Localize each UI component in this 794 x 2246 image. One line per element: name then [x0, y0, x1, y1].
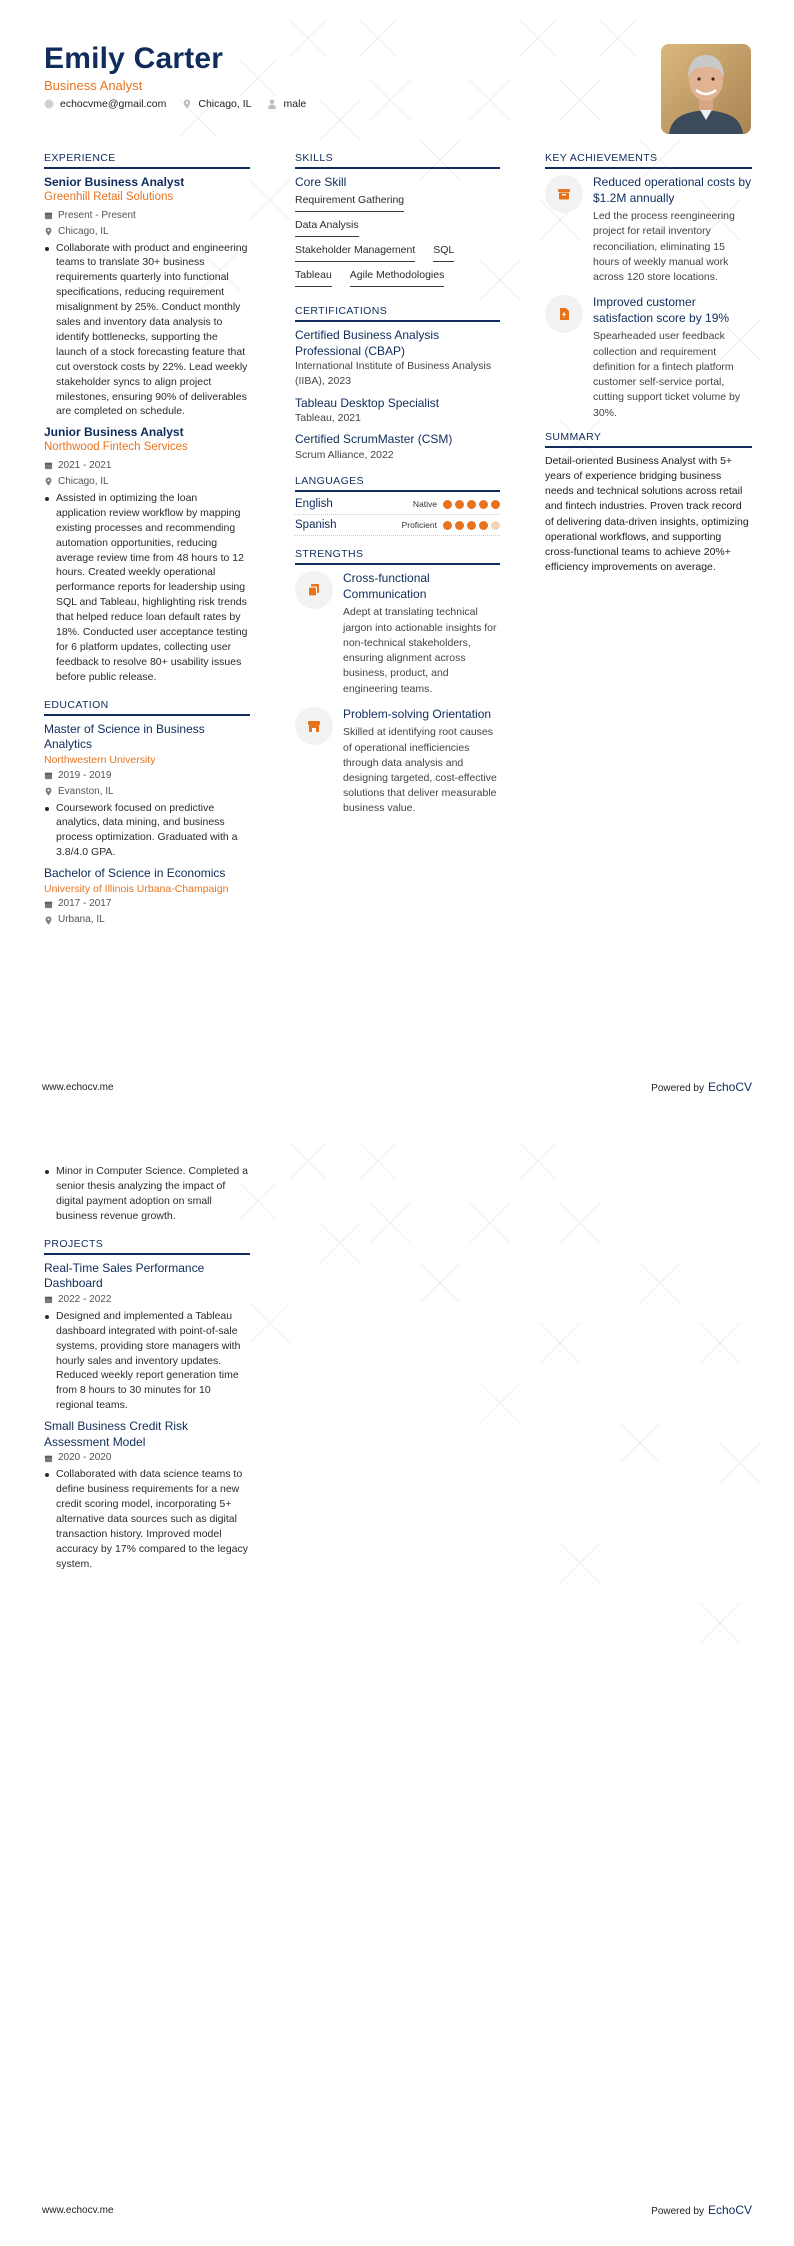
language-row	[295, 498, 500, 515]
job-bullet: Collaborate with product and engineering teams to translate 30+ business requirements quarterly into functional specifications, reducing requirement misalignment by 25%. Conduct monthly sales and inventory data analysis to identify bottlenecks, supporting the launch of a stock forecasting feature that cut overstock costs by 22%. Lead weekly stakeholder syncs to align project milestones, ensuring 90% of deliverables are completed on schedule.	[44, 241, 250, 420]
person-icon	[267, 99, 277, 109]
skill-tag: Data Analysis	[295, 216, 359, 237]
skill-tag: Requirement Gathering	[295, 191, 404, 212]
rating-dot	[455, 500, 464, 509]
footer-powered[interactable]	[651, 2203, 752, 2217]
strength-desc: Adept at translating technical jargon into actionable insights for non-technical stakeholders, ensuring alignment across business, product, and engineering teams.	[343, 606, 497, 695]
rating-dot	[455, 521, 464, 530]
brand-name: EchoCV	[707, 1080, 752, 1094]
languages-heading: LANGUAGES	[295, 475, 500, 492]
achievement-item	[545, 295, 752, 421]
experience-section	[44, 152, 250, 928]
skill-tag: SQL	[433, 241, 454, 262]
project-entry	[44, 1261, 250, 1414]
archive-icon	[545, 175, 583, 213]
footer-site-link[interactable]: www.echocv.me	[42, 2205, 114, 2216]
education-location-text: Evanston, IL	[58, 785, 114, 797]
education-bullet: Coursework focused on predictive analytics, data mining, and business process optimization. Graduated with a 3.8/4.0 GPA.	[44, 801, 250, 861]
skill-tag: Stakeholder Management	[295, 241, 415, 262]
skill-tag: Agile Methodologies	[350, 266, 445, 287]
achievement-title: Improved customer satisfaction score by 19%	[593, 295, 730, 325]
rating-dot	[491, 500, 500, 509]
brand-name: EchoCV	[707, 2203, 752, 2217]
email-text: echocvme@gmail.com	[60, 98, 167, 110]
footer-site-link[interactable]: www.echocv.me	[42, 1082, 114, 1093]
degree-title: Bachelor of Science in Economics	[44, 866, 226, 881]
achievements-section	[545, 152, 752, 421]
education-entry	[44, 722, 250, 861]
language-level: Native	[412, 499, 437, 510]
strength-item	[295, 571, 500, 697]
powered-by-text: Powered by	[651, 2206, 704, 2217]
calendar-icon	[44, 211, 53, 220]
skill-group-title: Core Skill	[295, 175, 347, 189]
rating-dot	[467, 500, 476, 509]
rating-dot	[443, 521, 452, 530]
job-dates	[44, 458, 250, 474]
calendar-icon	[44, 461, 53, 470]
summary-text: Detail-oriented Business Analyst with 5+ years of experience bridging business needs and technical solutions across retail and fintech industries. Proven track record of delivering data-driven insights, optimizing operational workflows, and supporting cross-functional teams to achieve 20%+ efficiency improvements on average.	[545, 454, 749, 574]
education-heading: EDUCATION	[44, 699, 250, 716]
profile-photo	[661, 44, 751, 134]
achievement-desc: Spearheaded user feedback collection and requirement definition for a fintech platform customer self-service portal, cutting support ticket volume by 30%.	[593, 330, 741, 419]
job-title: Senior Business Analyst	[44, 175, 185, 189]
store-icon	[295, 707, 333, 745]
job-entry	[44, 175, 250, 419]
job-dates-text: 2021 - 2021	[58, 459, 112, 471]
location-pin-icon	[44, 477, 53, 486]
contact-gender	[267, 98, 306, 110]
skills-heading: SKILLS	[295, 152, 500, 169]
summary-heading: SUMMARY	[545, 431, 752, 448]
job-location	[44, 474, 250, 490]
calendar-icon	[44, 1454, 53, 1463]
education-dates	[44, 896, 250, 912]
project-dates-text: 2020 - 2020	[58, 1452, 112, 1464]
degree-title: Master of Science in Business Analytics	[44, 721, 205, 752]
job-dates-text: Present - Present	[58, 209, 136, 221]
education-dates-text: 2017 - 2017	[58, 898, 112, 910]
gender-text: male	[283, 98, 307, 110]
experience-heading: EXPERIENCE	[44, 152, 250, 169]
powered-by-text: Powered by	[651, 1083, 704, 1094]
location-pin-icon	[44, 787, 53, 796]
job-company: Northwood Fintech Services	[44, 441, 188, 454]
rating-dot	[467, 521, 476, 530]
certifications-section	[295, 305, 500, 463]
candidate-name: Emily Carter	[44, 42, 224, 75]
document-icon	[545, 295, 583, 333]
cert-name: Tableau Desktop Specialist	[295, 395, 440, 410]
project-dates	[44, 1292, 250, 1308]
certifications-heading: CERTIFICATIONS	[295, 305, 500, 322]
job-bullet: Assisted in optimizing the loan application review workflow by mapping existing processes and recommending automation opportunities, reducing average review time from 48 hours to 12 hours. Created weekly operational performance reports for leadership using SQL and Tableau, highlighting risk trends that helped reduce loan default rates by 18%. Conducted user acceptance testing for 6 platform updates, collecting user feedback to resolve 80+ usability issues before public release.	[44, 491, 250, 685]
language-name: English	[295, 498, 333, 511]
cert-name: Certified Business Analysis Professional (CBAP)	[295, 328, 440, 358]
project-dates-text: 2022 - 2022	[58, 1293, 112, 1305]
skill-tag: Tableau	[295, 266, 332, 287]
email-icon	[44, 99, 54, 109]
job-dates	[44, 208, 250, 224]
strength-item	[295, 707, 500, 817]
strengths-heading: STRENGTHS	[295, 548, 500, 565]
contact-email[interactable]	[44, 98, 166, 110]
strength-desc: Skilled at identifying root causes of operational inefficiencies through data analysis and designing targeted, cost-effective solutions that deliver measurable business value.	[343, 726, 497, 815]
school-name: University of Illinois Urbana-Champaign	[44, 882, 229, 895]
avatar-icon	[661, 44, 751, 134]
language-name: Spanish	[295, 519, 337, 532]
achievement-title: Reduced operational costs by $1.2M annually	[593, 175, 752, 205]
resume-page-2	[0, 1123, 794, 2246]
education-dates-text: 2019 - 2019	[58, 769, 112, 781]
skills-section	[295, 152, 500, 291]
middle-column	[295, 152, 500, 827]
projects-section	[44, 1238, 250, 1572]
education-dates	[44, 768, 250, 784]
right-column	[545, 152, 752, 576]
contact-location	[182, 98, 251, 110]
language-row	[295, 519, 500, 536]
project-dates	[44, 1450, 250, 1466]
achievements-heading: KEY ACHIEVEMENTS	[545, 152, 752, 169]
candidate-role: Business Analyst	[44, 78, 143, 93]
rating-dot	[479, 500, 488, 509]
summary-section	[545, 431, 752, 576]
rating-dot	[443, 500, 452, 509]
project-title: Small Business Credit Risk Assessment Model	[44, 1419, 189, 1449]
language-rating	[443, 500, 500, 509]
project-title: Real-Time Sales Performance Dashboard	[44, 1260, 205, 1291]
project-bullet: Designed and implemented a Tableau dashboard integrated with point-of-sale systems, providing store managers with hourly sales and inventory updates. Reduced weekly report generation time from 8 hours to 30 minutes for 10 regional teams.	[44, 1309, 250, 1413]
school-name: Northwestern University	[44, 753, 156, 766]
location-pin-icon	[44, 916, 53, 925]
rating-dot	[491, 521, 500, 530]
footer-powered[interactable]	[651, 1080, 752, 1094]
project-entry	[44, 1419, 250, 1572]
calendar-icon	[44, 900, 53, 909]
languages-section	[295, 475, 500, 536]
project-bullet: Collaborated with data science teams to define business requirements for a new credit scoring model, incorporating 5+ alternative data sources such as digital transaction history. Improved model accuracy by 17% compared to the legacy system.	[44, 1467, 250, 1571]
contact-bar	[44, 98, 306, 110]
achievement-desc: Led the process reengineering project for retail inventory reconciliation, eliminating 15 hours of weekly manual work across 120 store locations.	[593, 210, 735, 284]
job-entry	[44, 425, 250, 684]
skill-tags	[295, 191, 500, 291]
education-bullet: Minor in Computer Science. Completed a senior thesis analyzing the impact of digital payment adoption on small business revenue growth.	[44, 1164, 250, 1224]
cert-org: International Institute of Business Analysis (IIBA), 2023	[295, 360, 492, 388]
copy-icon	[295, 571, 333, 609]
job-company: Greenhill Retail Solutions	[44, 191, 174, 203]
rating-dot	[479, 521, 488, 530]
job-location	[44, 224, 250, 240]
projects-heading: PROJECTS	[44, 1238, 250, 1255]
page-2-column	[44, 1163, 250, 1572]
calendar-icon	[44, 1295, 53, 1304]
language-rating	[443, 521, 500, 530]
strength-title: Problem-solving Orientation	[343, 706, 492, 721]
strengths-section	[295, 548, 500, 816]
location-text: Chicago, IL	[198, 98, 252, 110]
education-section	[44, 699, 250, 929]
location-pin-icon	[182, 99, 192, 109]
location-pin-icon	[44, 227, 53, 236]
cert-org: Tableau, 2021	[295, 412, 361, 425]
job-location-text: Chicago, IL	[58, 475, 109, 487]
language-level: Proficient	[401, 520, 437, 531]
job-location-text: Chicago, IL	[58, 225, 109, 237]
education-entry	[44, 866, 250, 928]
education-location-text: Urbana, IL	[58, 914, 105, 926]
job-title: Junior Business Analyst	[44, 425, 184, 440]
achievement-item	[545, 175, 752, 285]
cert-org: Scrum Alliance, 2022	[295, 449, 394, 462]
education-location	[44, 784, 250, 800]
cert-name: Certified ScrumMaster (CSM)	[295, 432, 453, 447]
calendar-icon	[44, 771, 53, 780]
education-location	[44, 912, 250, 928]
strength-title: Cross-functional Communication	[343, 571, 430, 601]
